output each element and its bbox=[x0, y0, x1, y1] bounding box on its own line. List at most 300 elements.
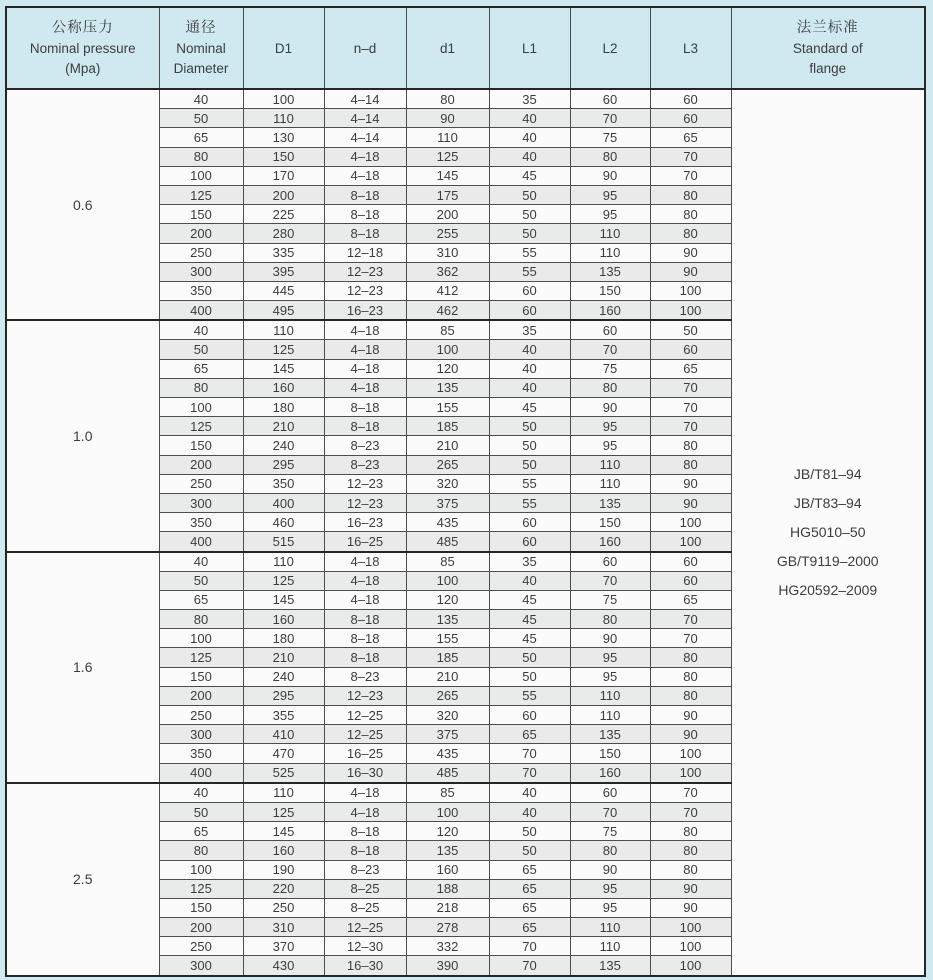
cell-d1: 310 bbox=[406, 243, 489, 262]
cell-L3: 60 bbox=[650, 89, 731, 109]
cell-n-d: 8–18 bbox=[324, 610, 406, 629]
cell-diameter: 65 bbox=[159, 590, 243, 609]
cell-L1: 65 bbox=[489, 898, 570, 917]
cell-L2: 75 bbox=[570, 590, 650, 609]
cell-L2: 70 bbox=[570, 109, 650, 128]
cell-diameter: 100 bbox=[159, 629, 243, 648]
pressure-group-cell: 2.5 bbox=[6, 783, 159, 976]
cell-L1: 55 bbox=[489, 474, 570, 493]
cell-diameter: 40 bbox=[159, 320, 243, 340]
cell-d1: 200 bbox=[406, 205, 489, 224]
cell-L3: 70 bbox=[650, 398, 731, 417]
cell-D1: 460 bbox=[243, 513, 324, 532]
cell-L1: 50 bbox=[489, 436, 570, 455]
cell-d1: 120 bbox=[406, 822, 489, 841]
cell-diameter: 300 bbox=[159, 725, 243, 744]
cell-d1: 85 bbox=[406, 552, 489, 572]
cell-d1: 120 bbox=[406, 590, 489, 609]
cell-n-d: 8–23 bbox=[324, 667, 406, 686]
cell-diameter: 65 bbox=[159, 128, 243, 147]
cell-L1: 35 bbox=[489, 320, 570, 340]
cell-L3: 80 bbox=[650, 686, 731, 705]
cell-L2: 110 bbox=[570, 686, 650, 705]
cell-L2: 90 bbox=[570, 629, 650, 648]
cell-D1: 515 bbox=[243, 532, 324, 552]
cell-diameter: 65 bbox=[159, 359, 243, 378]
cell-diameter: 50 bbox=[159, 571, 243, 590]
scanned-document-page bbox=[5, 6, 928, 977]
cell-L1: 40 bbox=[489, 359, 570, 378]
cell-d1: 485 bbox=[406, 532, 489, 552]
cell-L1: 70 bbox=[489, 956, 570, 976]
cell-n-d: 16–30 bbox=[324, 763, 406, 783]
standard-of-flange-cell bbox=[731, 89, 925, 976]
header-diameter-en1: Nominal bbox=[176, 40, 226, 56]
cell-L1: 60 bbox=[489, 706, 570, 725]
cell-diameter: 100 bbox=[159, 166, 243, 185]
col-header-n-d: n–d bbox=[324, 7, 406, 89]
cell-L1: 40 bbox=[489, 147, 570, 166]
cell-D1: 445 bbox=[243, 281, 324, 300]
cell-L1: 50 bbox=[489, 417, 570, 436]
cell-L2: 135 bbox=[570, 725, 650, 744]
cell-L3: 60 bbox=[650, 340, 731, 359]
cell-L2: 95 bbox=[570, 205, 650, 224]
header-standard-zh: 法兰标准 bbox=[796, 19, 859, 36]
cell-n-d: 4–18 bbox=[324, 590, 406, 609]
cell-n-d: 4–18 bbox=[324, 147, 406, 166]
cell-n-d: 12–18 bbox=[324, 243, 406, 262]
cell-d1: 188 bbox=[406, 879, 489, 898]
cell-diameter: 400 bbox=[159, 532, 243, 552]
cell-n-d: 12–25 bbox=[324, 706, 406, 725]
cell-L1: 55 bbox=[489, 686, 570, 705]
cell-diameter: 150 bbox=[159, 436, 243, 455]
cell-n-d: 8–18 bbox=[324, 822, 406, 841]
cell-n-d: 16–23 bbox=[324, 301, 406, 321]
cell-diameter: 100 bbox=[159, 398, 243, 417]
cell-n-d: 4–18 bbox=[324, 340, 406, 359]
cell-diameter: 40 bbox=[159, 783, 243, 803]
cell-n-d: 4–18 bbox=[324, 320, 406, 340]
cell-diameter: 150 bbox=[159, 205, 243, 224]
cell-L2: 90 bbox=[570, 166, 650, 185]
cell-L2: 110 bbox=[570, 918, 650, 937]
cell-d1: 218 bbox=[406, 898, 489, 917]
cell-D1: 525 bbox=[243, 763, 324, 783]
cell-L2: 110 bbox=[570, 937, 650, 956]
cell-n-d: 8–23 bbox=[324, 455, 406, 474]
standard-item: JB/T81–94 bbox=[793, 465, 862, 482]
cell-L2: 90 bbox=[570, 860, 650, 879]
cell-n-d: 8–23 bbox=[324, 436, 406, 455]
cell-L2: 160 bbox=[570, 532, 650, 552]
cell-L1: 40 bbox=[489, 802, 570, 821]
cell-L2: 110 bbox=[570, 243, 650, 262]
cell-L3: 100 bbox=[650, 956, 731, 976]
cell-d1: 185 bbox=[406, 648, 489, 667]
cell-L1: 55 bbox=[489, 262, 570, 281]
cell-L3: 90 bbox=[650, 474, 731, 493]
cell-diameter: 300 bbox=[159, 262, 243, 281]
cell-diameter: 50 bbox=[159, 802, 243, 821]
cell-D1: 125 bbox=[243, 340, 324, 359]
cell-L2: 80 bbox=[570, 378, 650, 397]
cell-diameter: 200 bbox=[159, 686, 243, 705]
col-header-L1: L1 bbox=[489, 7, 570, 89]
cell-diameter: 300 bbox=[159, 493, 243, 512]
cell-diameter: 50 bbox=[159, 340, 243, 359]
cell-L2: 75 bbox=[570, 128, 650, 147]
cell-L3: 60 bbox=[650, 571, 731, 590]
cell-n-d: 4–14 bbox=[324, 128, 406, 147]
cell-D1: 145 bbox=[243, 359, 324, 378]
cell-L2: 60 bbox=[570, 552, 650, 572]
cell-L3: 80 bbox=[650, 822, 731, 841]
cell-L3: 80 bbox=[650, 185, 731, 204]
cell-diameter: 40 bbox=[159, 89, 243, 109]
cell-L3: 80 bbox=[650, 667, 731, 686]
cell-D1: 295 bbox=[243, 686, 324, 705]
cell-n-d: 12–23 bbox=[324, 262, 406, 281]
cell-L2: 160 bbox=[570, 763, 650, 783]
cell-L1: 40 bbox=[489, 783, 570, 803]
cell-L3: 90 bbox=[650, 262, 731, 281]
cell-n-d: 4–18 bbox=[324, 783, 406, 803]
cell-L2: 110 bbox=[570, 224, 650, 243]
col-header-nominal-diameter bbox=[159, 7, 243, 89]
cell-L1: 50 bbox=[489, 822, 570, 841]
cell-L2: 80 bbox=[570, 610, 650, 629]
cell-d1: 375 bbox=[406, 725, 489, 744]
cell-D1: 160 bbox=[243, 841, 324, 860]
cell-L1: 45 bbox=[489, 398, 570, 417]
cell-d1: 155 bbox=[406, 398, 489, 417]
cell-L2: 95 bbox=[570, 185, 650, 204]
cell-n-d: 4–18 bbox=[324, 571, 406, 590]
cell-n-d: 12–25 bbox=[324, 918, 406, 937]
cell-d1: 135 bbox=[406, 841, 489, 860]
cell-n-d: 16–30 bbox=[324, 956, 406, 976]
cell-D1: 145 bbox=[243, 590, 324, 609]
cell-D1: 180 bbox=[243, 629, 324, 648]
cell-D1: 350 bbox=[243, 474, 324, 493]
cell-n-d: 4–18 bbox=[324, 359, 406, 378]
cell-diameter: 80 bbox=[159, 841, 243, 860]
col-header-D1: D1 bbox=[243, 7, 324, 89]
col-header-L3: L3 bbox=[650, 7, 731, 89]
cell-diameter: 400 bbox=[159, 301, 243, 321]
cell-L1: 50 bbox=[489, 841, 570, 860]
cell-L2: 95 bbox=[570, 667, 650, 686]
cell-n-d: 12–23 bbox=[324, 281, 406, 300]
col-header-L2: L2 bbox=[570, 7, 650, 89]
cell-d1: 485 bbox=[406, 763, 489, 783]
cell-diameter: 80 bbox=[159, 147, 243, 166]
cell-L1: 45 bbox=[489, 590, 570, 609]
cell-d1: 265 bbox=[406, 455, 489, 474]
cell-L3: 90 bbox=[650, 879, 731, 898]
cell-d1: 125 bbox=[406, 147, 489, 166]
cell-n-d: 4–18 bbox=[324, 802, 406, 821]
cell-n-d: 16–25 bbox=[324, 744, 406, 763]
cell-L3: 80 bbox=[650, 436, 731, 455]
cell-diameter: 150 bbox=[159, 667, 243, 686]
cell-n-d: 16–23 bbox=[324, 513, 406, 532]
cell-L1: 65 bbox=[489, 860, 570, 879]
cell-L2: 95 bbox=[570, 417, 650, 436]
cell-L2: 75 bbox=[570, 359, 650, 378]
standard-item: GB/T9119–2000 bbox=[776, 552, 879, 569]
cell-d1: 100 bbox=[406, 340, 489, 359]
cell-d1: 210 bbox=[406, 667, 489, 686]
cell-diameter: 125 bbox=[159, 185, 243, 204]
cell-n-d: 4–14 bbox=[324, 89, 406, 109]
cell-diameter: 350 bbox=[159, 281, 243, 300]
cell-L1: 60 bbox=[489, 532, 570, 552]
cell-D1: 280 bbox=[243, 224, 324, 243]
cell-diameter: 40 bbox=[159, 552, 243, 572]
header-pressure-unit: (Mpa) bbox=[65, 60, 101, 76]
cell-d1: 120 bbox=[406, 359, 489, 378]
cell-diameter: 100 bbox=[159, 860, 243, 879]
cell-n-d: 12–23 bbox=[324, 686, 406, 705]
cell-diameter: 200 bbox=[159, 224, 243, 243]
cell-d1: 135 bbox=[406, 378, 489, 397]
cell-n-d: 4–18 bbox=[324, 166, 406, 185]
cell-diameter: 350 bbox=[159, 513, 243, 532]
cell-n-d: 8–23 bbox=[324, 860, 406, 879]
cell-diameter: 300 bbox=[159, 956, 243, 976]
cell-L3: 80 bbox=[650, 860, 731, 879]
cell-L1: 40 bbox=[489, 128, 570, 147]
header-standard-en2: flange bbox=[809, 60, 847, 76]
header-diameter-zh: 通径 bbox=[185, 19, 217, 36]
standard-item: HG20592–2009 bbox=[778, 581, 878, 598]
cell-L3: 70 bbox=[650, 147, 731, 166]
cell-n-d: 8–18 bbox=[324, 629, 406, 648]
cell-D1: 210 bbox=[243, 648, 324, 667]
cell-diameter: 200 bbox=[159, 918, 243, 937]
cell-D1: 180 bbox=[243, 398, 324, 417]
cell-d1: 90 bbox=[406, 109, 489, 128]
cell-L1: 70 bbox=[489, 763, 570, 783]
cell-D1: 110 bbox=[243, 783, 324, 803]
cell-L3: 80 bbox=[650, 648, 731, 667]
cell-L1: 40 bbox=[489, 571, 570, 590]
cell-d1: 412 bbox=[406, 281, 489, 300]
cell-L1: 70 bbox=[489, 937, 570, 956]
cell-n-d: 8–18 bbox=[324, 224, 406, 243]
cell-L2: 60 bbox=[570, 320, 650, 340]
cell-d1: 100 bbox=[406, 802, 489, 821]
cell-d1: 100 bbox=[406, 571, 489, 590]
cell-L2: 80 bbox=[570, 841, 650, 860]
cell-diameter: 125 bbox=[159, 417, 243, 436]
cell-diameter: 65 bbox=[159, 822, 243, 841]
cell-L3: 65 bbox=[650, 128, 731, 147]
cell-D1: 145 bbox=[243, 822, 324, 841]
cell-L3: 90 bbox=[650, 706, 731, 725]
cell-D1: 410 bbox=[243, 725, 324, 744]
cell-L3: 65 bbox=[650, 590, 731, 609]
cell-d1: 135 bbox=[406, 610, 489, 629]
cell-L1: 70 bbox=[489, 744, 570, 763]
cell-n-d: 4–14 bbox=[324, 109, 406, 128]
standard-item: JB/T83–94 bbox=[793, 494, 862, 511]
cell-L1: 50 bbox=[489, 205, 570, 224]
cell-L3: 80 bbox=[650, 841, 731, 860]
cell-L3: 70 bbox=[650, 378, 731, 397]
cell-d1: 390 bbox=[406, 956, 489, 976]
cell-diameter: 80 bbox=[159, 378, 243, 397]
cell-diameter: 80 bbox=[159, 610, 243, 629]
cell-L2: 150 bbox=[570, 281, 650, 300]
cell-d1: 145 bbox=[406, 166, 489, 185]
cell-L1: 40 bbox=[489, 340, 570, 359]
cell-D1: 200 bbox=[243, 185, 324, 204]
cell-d1: 160 bbox=[406, 860, 489, 879]
cell-L3: 70 bbox=[650, 166, 731, 185]
cell-L3: 70 bbox=[650, 629, 731, 648]
cell-L1: 45 bbox=[489, 629, 570, 648]
cell-L3: 90 bbox=[650, 725, 731, 744]
cell-d1: 278 bbox=[406, 918, 489, 937]
cell-n-d: 12–25 bbox=[324, 725, 406, 744]
col-header-standard-of-flange bbox=[731, 7, 925, 89]
cell-D1: 210 bbox=[243, 417, 324, 436]
cell-n-d: 8–25 bbox=[324, 898, 406, 917]
flange-dimension-table bbox=[5, 6, 926, 977]
cell-L3: 100 bbox=[650, 918, 731, 937]
cell-D1: 100 bbox=[243, 89, 324, 109]
cell-L3: 80 bbox=[650, 205, 731, 224]
cell-d1: 375 bbox=[406, 493, 489, 512]
pressure-group-cell: 0.6 bbox=[6, 89, 159, 320]
cell-L1: 60 bbox=[489, 513, 570, 532]
cell-D1: 470 bbox=[243, 744, 324, 763]
cell-L3: 90 bbox=[650, 243, 731, 262]
cell-d1: 362 bbox=[406, 262, 489, 281]
col-header-nominal-pressure bbox=[6, 7, 159, 89]
pressure-group-cell: 1.6 bbox=[6, 552, 159, 783]
cell-L3: 100 bbox=[650, 301, 731, 321]
cell-diameter: 200 bbox=[159, 455, 243, 474]
cell-d1: 255 bbox=[406, 224, 489, 243]
cell-d1: 80 bbox=[406, 89, 489, 109]
cell-d1: 85 bbox=[406, 783, 489, 803]
cell-L3: 70 bbox=[650, 802, 731, 821]
cell-diameter: 125 bbox=[159, 879, 243, 898]
cell-D1: 495 bbox=[243, 301, 324, 321]
cell-L3: 60 bbox=[650, 552, 731, 572]
cell-L2: 110 bbox=[570, 706, 650, 725]
cell-L2: 60 bbox=[570, 783, 650, 803]
cell-L3: 100 bbox=[650, 513, 731, 532]
cell-L3: 80 bbox=[650, 224, 731, 243]
cell-d1: 85 bbox=[406, 320, 489, 340]
cell-L2: 60 bbox=[570, 89, 650, 109]
cell-L2: 95 bbox=[570, 898, 650, 917]
cell-L3: 70 bbox=[650, 417, 731, 436]
cell-L3: 100 bbox=[650, 937, 731, 956]
cell-d1: 110 bbox=[406, 128, 489, 147]
cell-D1: 160 bbox=[243, 610, 324, 629]
cell-n-d: 4–18 bbox=[324, 552, 406, 572]
cell-D1: 125 bbox=[243, 802, 324, 821]
cell-L1: 60 bbox=[489, 281, 570, 300]
cell-L2: 95 bbox=[570, 648, 650, 667]
cell-d1: 210 bbox=[406, 436, 489, 455]
header-pressure-en: Nominal pressure bbox=[29, 40, 136, 56]
cell-D1: 125 bbox=[243, 571, 324, 590]
cell-D1: 250 bbox=[243, 898, 324, 917]
cell-D1: 295 bbox=[243, 455, 324, 474]
cell-D1: 110 bbox=[243, 552, 324, 572]
cell-L1: 35 bbox=[489, 89, 570, 109]
cell-L2: 135 bbox=[570, 956, 650, 976]
cell-L1: 60 bbox=[489, 301, 570, 321]
cell-D1: 130 bbox=[243, 128, 324, 147]
cell-L1: 50 bbox=[489, 667, 570, 686]
cell-L1: 55 bbox=[489, 243, 570, 262]
cell-n-d: 16–25 bbox=[324, 532, 406, 552]
cell-D1: 430 bbox=[243, 956, 324, 976]
cell-L1: 50 bbox=[489, 224, 570, 243]
cell-L3: 80 bbox=[650, 455, 731, 474]
cell-diameter: 250 bbox=[159, 706, 243, 725]
cell-D1: 310 bbox=[243, 918, 324, 937]
cell-n-d: 8–18 bbox=[324, 398, 406, 417]
cell-n-d: 8–25 bbox=[324, 879, 406, 898]
cell-L2: 150 bbox=[570, 744, 650, 763]
cell-L2: 80 bbox=[570, 147, 650, 166]
cell-L3: 100 bbox=[650, 532, 731, 552]
cell-D1: 400 bbox=[243, 493, 324, 512]
cell-diameter: 50 bbox=[159, 109, 243, 128]
cell-D1: 110 bbox=[243, 320, 324, 340]
cell-diameter: 250 bbox=[159, 243, 243, 262]
cell-D1: 335 bbox=[243, 243, 324, 262]
standard-item: HG5010–50 bbox=[789, 523, 866, 540]
cell-D1: 160 bbox=[243, 378, 324, 397]
cell-L3: 50 bbox=[650, 320, 731, 340]
cell-L3: 70 bbox=[650, 783, 731, 803]
cell-L2: 110 bbox=[570, 474, 650, 493]
cell-d1: 332 bbox=[406, 937, 489, 956]
cell-L2: 135 bbox=[570, 262, 650, 281]
table-body bbox=[6, 89, 925, 976]
col-header-d1: d1 bbox=[406, 7, 489, 89]
cell-L1: 65 bbox=[489, 725, 570, 744]
cell-L2: 160 bbox=[570, 301, 650, 321]
cell-L1: 50 bbox=[489, 185, 570, 204]
cell-diameter: 250 bbox=[159, 937, 243, 956]
header-standard-en1: Standard of bbox=[792, 40, 863, 56]
pressure-group-cell: 1.0 bbox=[6, 320, 159, 551]
cell-D1: 355 bbox=[243, 706, 324, 725]
cell-L1: 45 bbox=[489, 166, 570, 185]
cell-D1: 150 bbox=[243, 147, 324, 166]
cell-diameter: 250 bbox=[159, 474, 243, 493]
header-row bbox=[6, 7, 925, 89]
cell-L1: 55 bbox=[489, 493, 570, 512]
cell-n-d: 8–18 bbox=[324, 417, 406, 436]
cell-d1: 320 bbox=[406, 474, 489, 493]
table-row bbox=[6, 89, 925, 109]
cell-diameter: 350 bbox=[159, 744, 243, 763]
cell-n-d: 12–23 bbox=[324, 474, 406, 493]
